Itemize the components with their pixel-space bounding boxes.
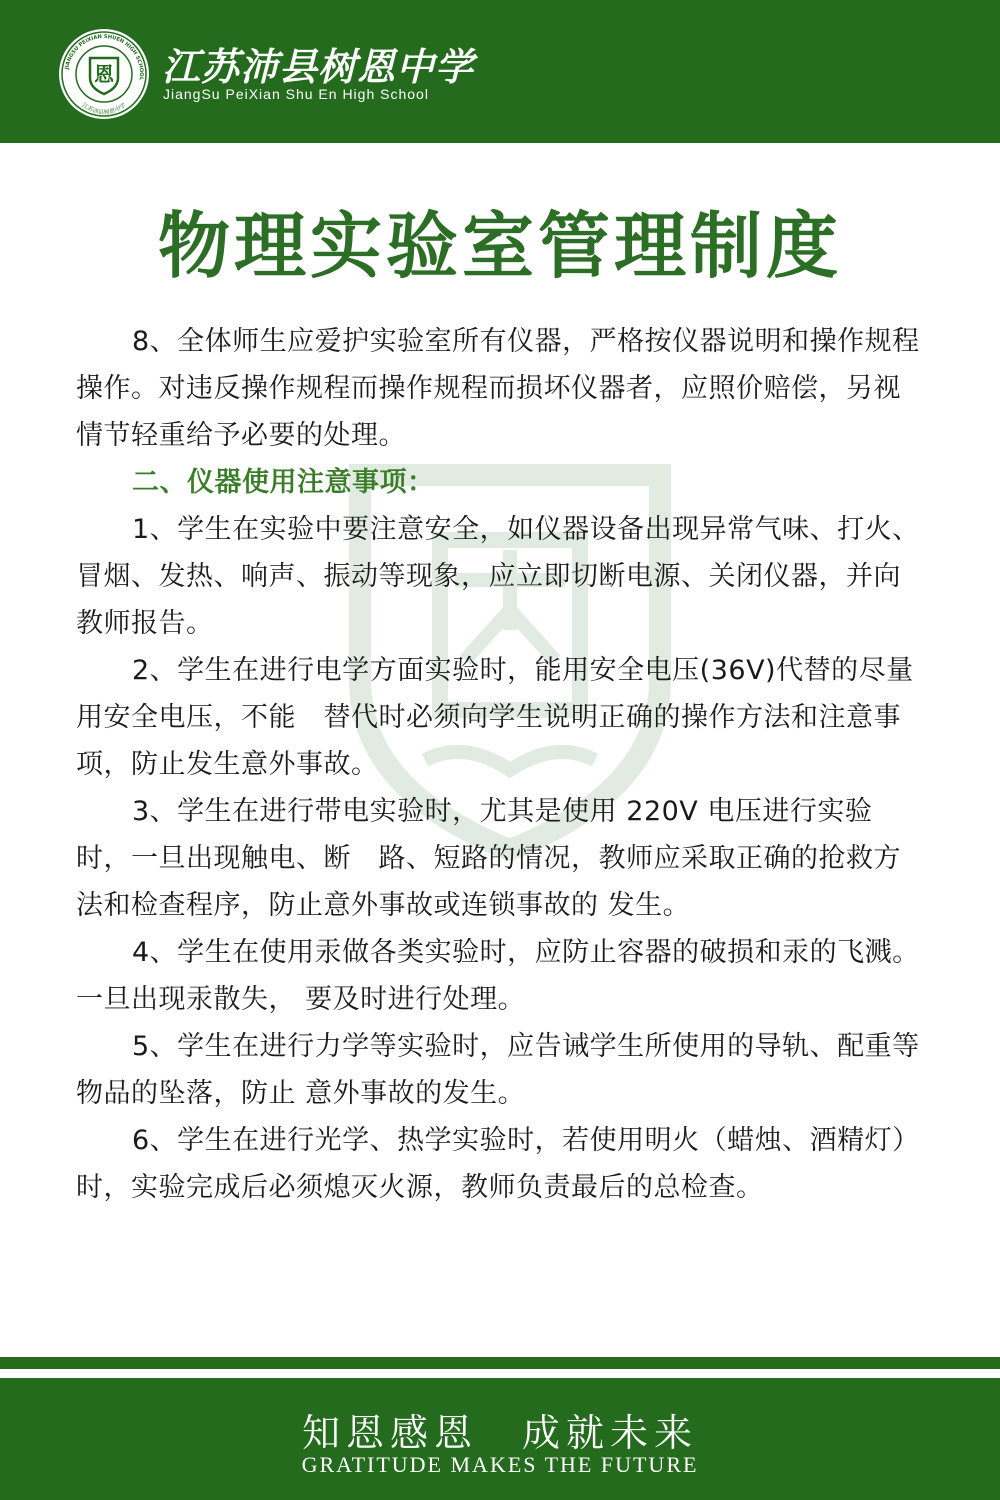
school-name-cn: 江苏沛县树恩中学	[162, 44, 475, 89]
page-title: 物理实验室管理制度	[157, 204, 842, 288]
footer-slogan-en: GRATITUDE MAKES THE FUTURE	[301, 1452, 699, 1477]
paragraph-item-6: 6、学生在进行光学、热学实验时，若使用明火（蜡烛、酒精灯）时，实验完成后必须熄灭火源，教师负责最后的总检查。	[76, 1125, 920, 1203]
paragraph-rule-8: 8、全体师生应爱护实验室所有仪器，严格按仪器说明和操作规程操作。对违反操作规程而操作规程而损坏仪器者，应照价赔偿，另视情节轻重给予必要的处理。	[76, 326, 920, 451]
logo-ring-text: JIANGSU PEIXIAN SHUEN HIGH SCHOOL	[64, 33, 145, 81]
paragraph-item-3: 3、学生在进行带电实验时，尤其是使用 220V 电压进行实验时，一旦出现触电、断 路、短路的情况，教师应采取正确的抢救方法和检查程序，防止意外事故或连锁事故的 发生。	[76, 796, 901, 921]
footer-slogan-cn: 知恩感恩 成就未来	[301, 1411, 698, 1455]
logo-character: 恩	[94, 62, 114, 86]
regulation-content	[76, 318, 926, 1211]
logo-ring-text-cn: 江苏沛县树恩中学	[80, 101, 128, 117]
paragraph-item-2: 2、学生在进行电学方面实验时，能用安全电压(36V)代替的尽量用安全电压，不能 替代时必须向学生说明正确的操作方法和注意事项，防止发生意外事故。	[76, 655, 914, 780]
paragraph-item-5: 5、学生在进行力学等实验时，应告诫学生所使用的导轨、配重等物品的坠落，防止 意外事故的发生。	[76, 1031, 920, 1109]
footer-divider	[0, 1357, 1000, 1369]
school-name-en: JiangSu PeiXian Shu En High School	[163, 86, 429, 102]
paragraph-item-4: 4、学生在使用汞做各类实验时，应防止容器的破损和汞的飞溅。一旦出现汞散失， 要及时进行处理。	[76, 937, 920, 1015]
header-bar	[0, 0, 1000, 143]
paragraph-item-1: 1、学生在实验中要注意安全，如仪器设备出现异常气味、打火、冒烟、发热、响声、振动等现象，应立即切断电源、关闭仪器，并向教师报告。	[76, 514, 920, 639]
school-logo-icon	[58, 28, 150, 120]
section-heading-instrument-use: 二、仪器使用注意事项：	[132, 467, 435, 498]
